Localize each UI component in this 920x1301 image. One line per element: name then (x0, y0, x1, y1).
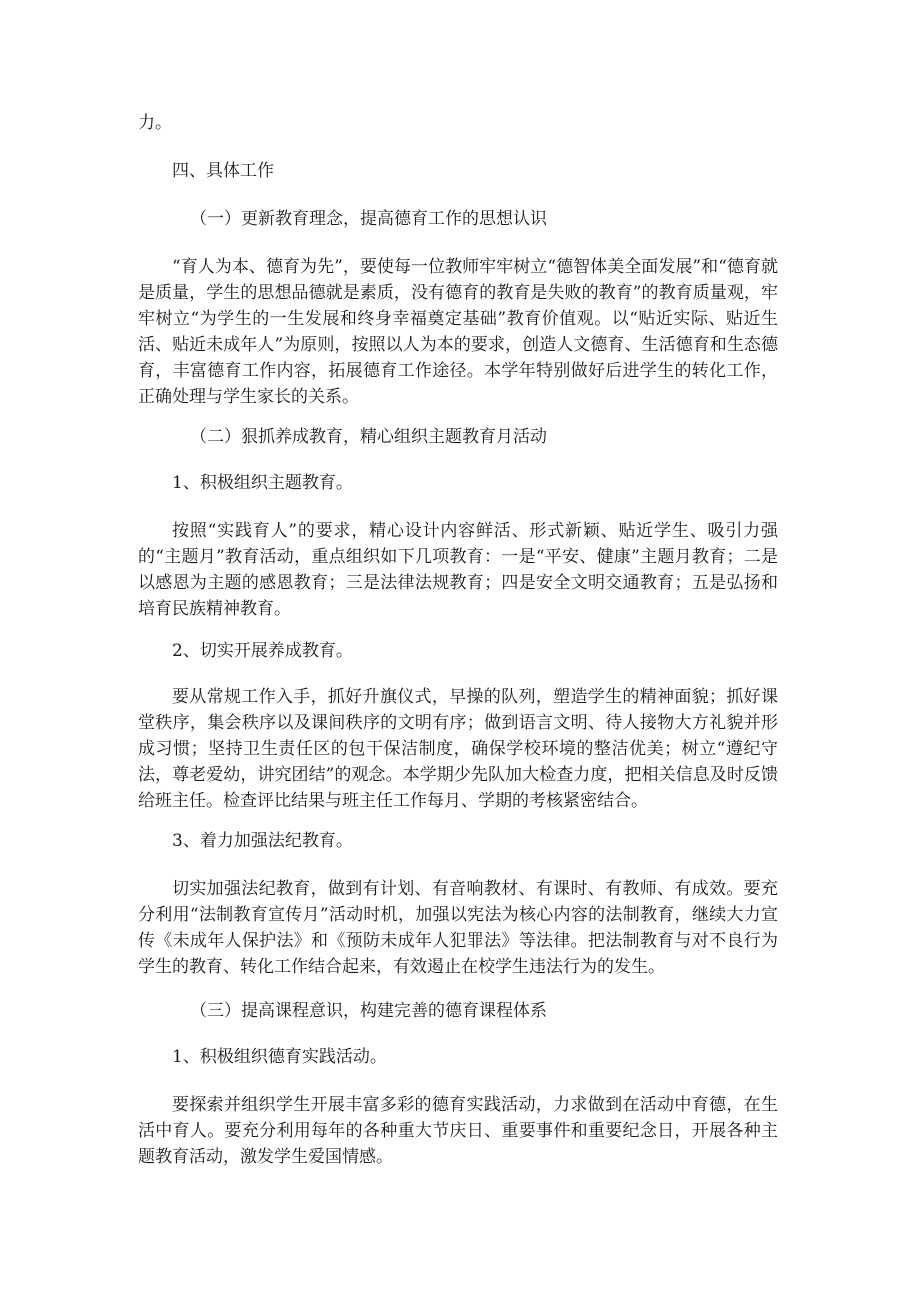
subsection-2-item-3-body: 切实加强法纪教育，做到有计划、有音响教材、有课时、有教师、有成效。要充分利用“法制教育宣传月”活动时机，加强以宪法为核心内容的法制教育，继续大力宣传《未成年人保护法》和《预防未成年人犯罪法》等法律。把法制教育与对不良行为学生的教育、转化工作结合起来，有效遏止在校学生违法行为的发生。 (138, 879, 778, 977)
subsection-3-item-1-body: 要探索并组织学生开展丰富多彩的德育实践活动，力求做到在活动中育德，在生活中育人。要充分利用每年的各种重大节庆日、重要事件和重要纪念日，开展各种主题教育活动，激发学生爱国情感。 (138, 1095, 778, 1167)
subsection-3-title: （三）提高课程意识，构建完善的德育课程体系 (190, 1001, 547, 1021)
subsection-3-item-1-title: 1、积极组织德育实践活动。 (172, 1047, 387, 1067)
section-title: 四、具体工作 (172, 161, 274, 181)
subsection-2-title: （二）狠抓养成教育，精心组织主题教育月活动 (190, 427, 547, 447)
subsection-2-item-1-title: 1、积极组织主题教育。 (172, 473, 353, 493)
subsection-2-item-3-title: 3、着力加强法纪教育。 (172, 831, 353, 851)
subsection-1-body: “育人为本、德育为先”，要使每一位教师牢牢树立“德智体美全面发展”和“德育就是质量，学生的思想品德就是素质，没有德育的教育是失败的教育”的教育质量观，牢牢树立“为学生的一生发展和终身幸福奠定基础”教育价值观。以“贴近实际、贴近生活、贴近未成年人”为原则，按照以人为本的要求，创造人文德育、生活德育和生态德育，丰富德育工作内容，拓展德育工作途径。本学年特别做好后进学生的转化工作，正确处理与学生家长的关系。 (138, 257, 778, 407)
subsection-2-item-1-body: 按照“实践育人”的要求，精心设计内容鲜活、形式新颖、贴近学生、吸引力强的“主题月”教育活动，重点组织如下几项教育：一是“平安、健康”主题月教育；二是以感恩为主题的感恩教育；三是法律法规教育；四是安全文明交通教育；五是弘扬和培育民族精神教育。 (138, 521, 778, 619)
subsection-2-item-2-title: 2、切实开展养成教育。 (172, 641, 353, 661)
subsection-2-item-2-body: 要从常规工作入手，抓好升旗仪式，早操的队列，塑造学生的精神面貌；抓好课堂秩序，集会秩序以及课间秩序的文明有序；做到语言文明、待人接物大方礼貌并形成习惯；坚持卫生责任区的包干保洁制度，确保学校环境的整洁优美；树立“遵纪守法，尊老爱幼，讲究团结”的观念。本学期少先队加大检查力度，把相关信息及时反馈给班主任。检查评比结果与班主任工作每月、学期的考核紧密结合。 (138, 687, 778, 811)
subsection-1-title: （一）更新教育理念，提高德育工作的思想认识 (190, 209, 547, 229)
opening-fragment: 力。 (138, 113, 172, 133)
